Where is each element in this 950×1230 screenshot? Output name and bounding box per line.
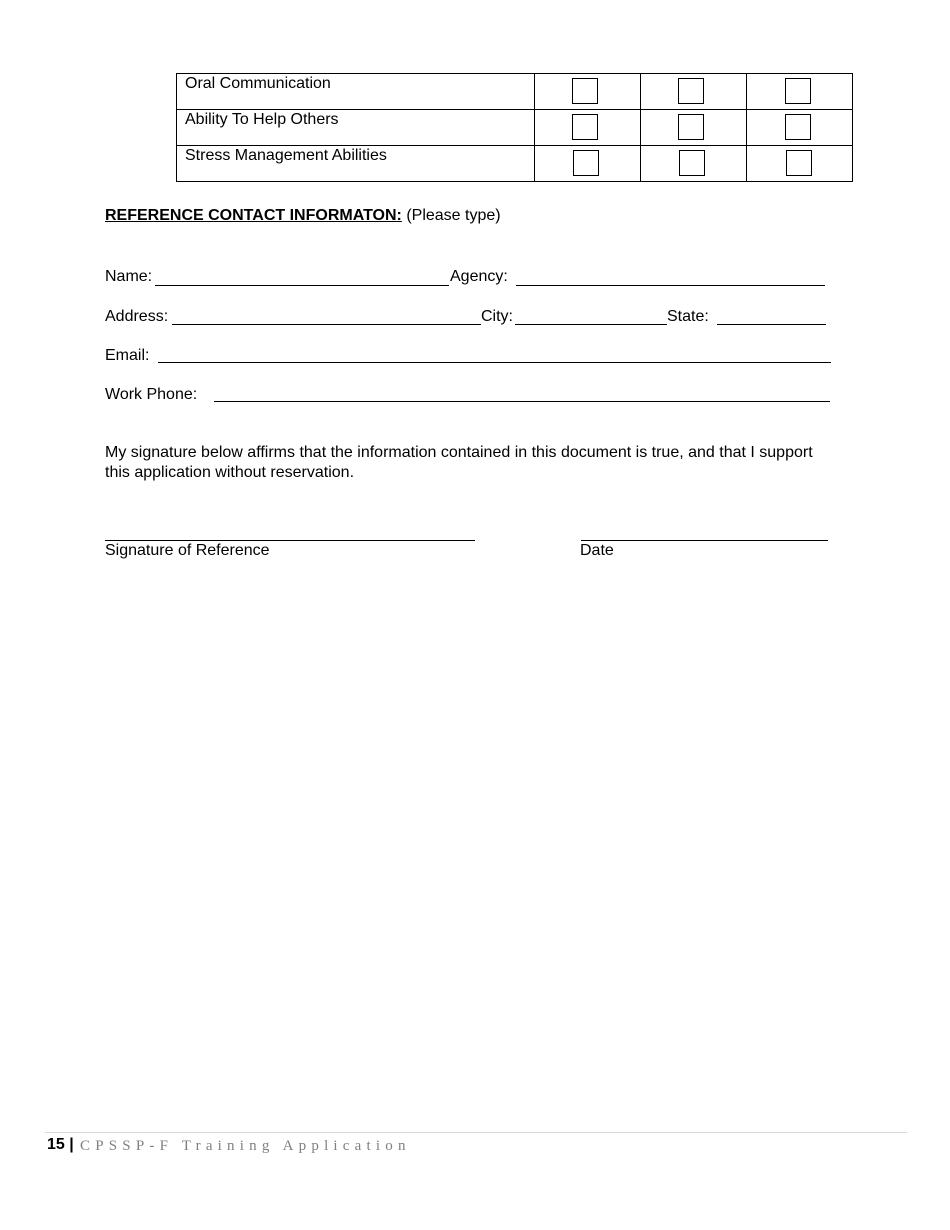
agency-label: Agency: <box>450 268 508 285</box>
row-label: Ability To Help Others <box>177 110 535 146</box>
email-label: Email: <box>105 347 150 364</box>
checkbox[interactable] <box>785 114 811 140</box>
state-label: State: <box>667 308 709 325</box>
checkbox[interactable] <box>678 78 704 104</box>
state-field[interactable] <box>717 324 826 325</box>
checkbox[interactable] <box>785 78 811 104</box>
date-label: Date <box>580 542 614 559</box>
address-label: Address: <box>105 308 169 325</box>
date-line[interactable] <box>581 540 828 541</box>
checkbox[interactable] <box>786 150 812 176</box>
name-field[interactable] <box>155 285 449 286</box>
agency-field[interactable] <box>516 285 825 286</box>
heading-note: (Please type) <box>401 207 501 224</box>
work-phone-label: Work Phone: <box>105 386 198 403</box>
row-label: Oral Communication <box>177 74 535 110</box>
city-label: City: <box>481 308 513 325</box>
affirmation-text: My signature below affirms that the information contained in this document is true, and that I support this application without reservation. <box>105 444 813 481</box>
checkbox[interactable] <box>679 150 705 176</box>
table-row <box>177 74 853 110</box>
email-field[interactable] <box>158 362 831 363</box>
footer-title: CPSSP-F Training Application <box>80 1138 411 1154</box>
table-row <box>177 110 853 146</box>
checkbox[interactable] <box>573 150 599 176</box>
checkbox[interactable] <box>572 114 598 140</box>
table-row <box>177 146 853 182</box>
city-field[interactable] <box>515 324 667 325</box>
page-number: 15 | <box>47 1136 74 1153</box>
section-heading <box>105 207 501 225</box>
signature-line[interactable] <box>105 540 475 541</box>
footer-divider <box>45 1132 907 1133</box>
checkbox[interactable] <box>678 114 704 140</box>
signature-label: Signature of Reference <box>105 542 270 559</box>
rating-table <box>176 73 853 182</box>
address-field[interactable] <box>172 324 481 325</box>
heading-title: REFERENCE CONTACT INFORMATON: <box>105 207 402 224</box>
checkbox[interactable] <box>572 78 598 104</box>
work-phone-field[interactable] <box>214 401 830 402</box>
name-label: Name: <box>105 268 153 285</box>
row-label: Stress Management Abilities <box>177 146 535 182</box>
